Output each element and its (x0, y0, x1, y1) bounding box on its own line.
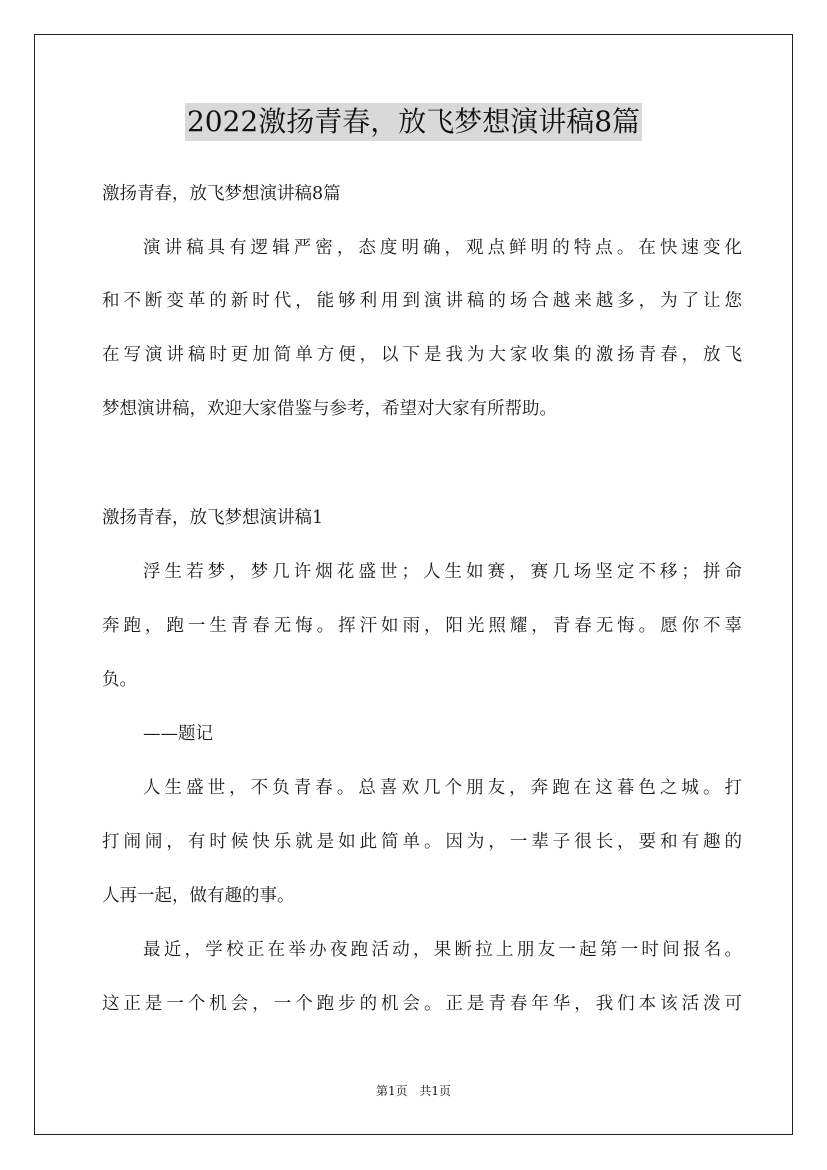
paragraph-line: 打闹闹，有时候快乐就是如此简单。因为，一辈子很长，要和有趣的 (102, 832, 742, 852)
page-number: 第1页 (375, 1084, 408, 1098)
paragraph-line: 人再一起，做有趣的事。 (102, 886, 295, 906)
paragraph-line: 这正是一个机会，一个跑步的机会。正是青春年华，我们本该活泼可 (102, 994, 742, 1014)
paragraph-line: 在写演讲稿时更加简单方便，以下是我为大家收集的激扬青春，放飞 (102, 345, 742, 365)
subtitle: 激扬青春，放飞梦想演讲稿8篇 (102, 184, 341, 204)
paragraph-line: 浮生若梦，梦几许烟花盛世；人生如赛，赛几场坚定不移；拼命 (143, 562, 742, 582)
paragraph-line: 梦想演讲稿，欢迎大家借鉴与参考，希望对大家有所帮助。 (102, 399, 557, 419)
paragraph-line: 和不断变革的新时代，能够利用到演讲稿的场合越来越多，为了让您 (102, 291, 742, 311)
title-container (0, 103, 827, 141)
paragraph-line: 演讲稿具有逻辑严密，态度明确，观点鲜明的特点。在快速变化 (143, 238, 742, 258)
paragraph-line: 负。 (102, 670, 137, 690)
paragraph-line: 奔跑，跑一生青春无悔。挥汗如雨，阳光照耀，青春无悔。愿你不辜 (102, 616, 742, 636)
paragraph-line: 最近，学校正在举办夜跑活动，果断拉上朋友一起第一时间报名。 (143, 940, 742, 960)
page-footer (0, 1083, 827, 1099)
page-total: 共1页 (419, 1084, 452, 1098)
epigraph-line: ——题记 (143, 724, 213, 744)
paragraph-line: 人生盛世，不负青春。总喜欢几个朋友，奔跑在这暮色之城。打 (143, 778, 742, 798)
section-heading: 激扬青春，放飞梦想演讲稿1 (102, 508, 324, 528)
document-title: 2022激扬青春，放飞梦想演讲稿8篇 (185, 103, 642, 141)
